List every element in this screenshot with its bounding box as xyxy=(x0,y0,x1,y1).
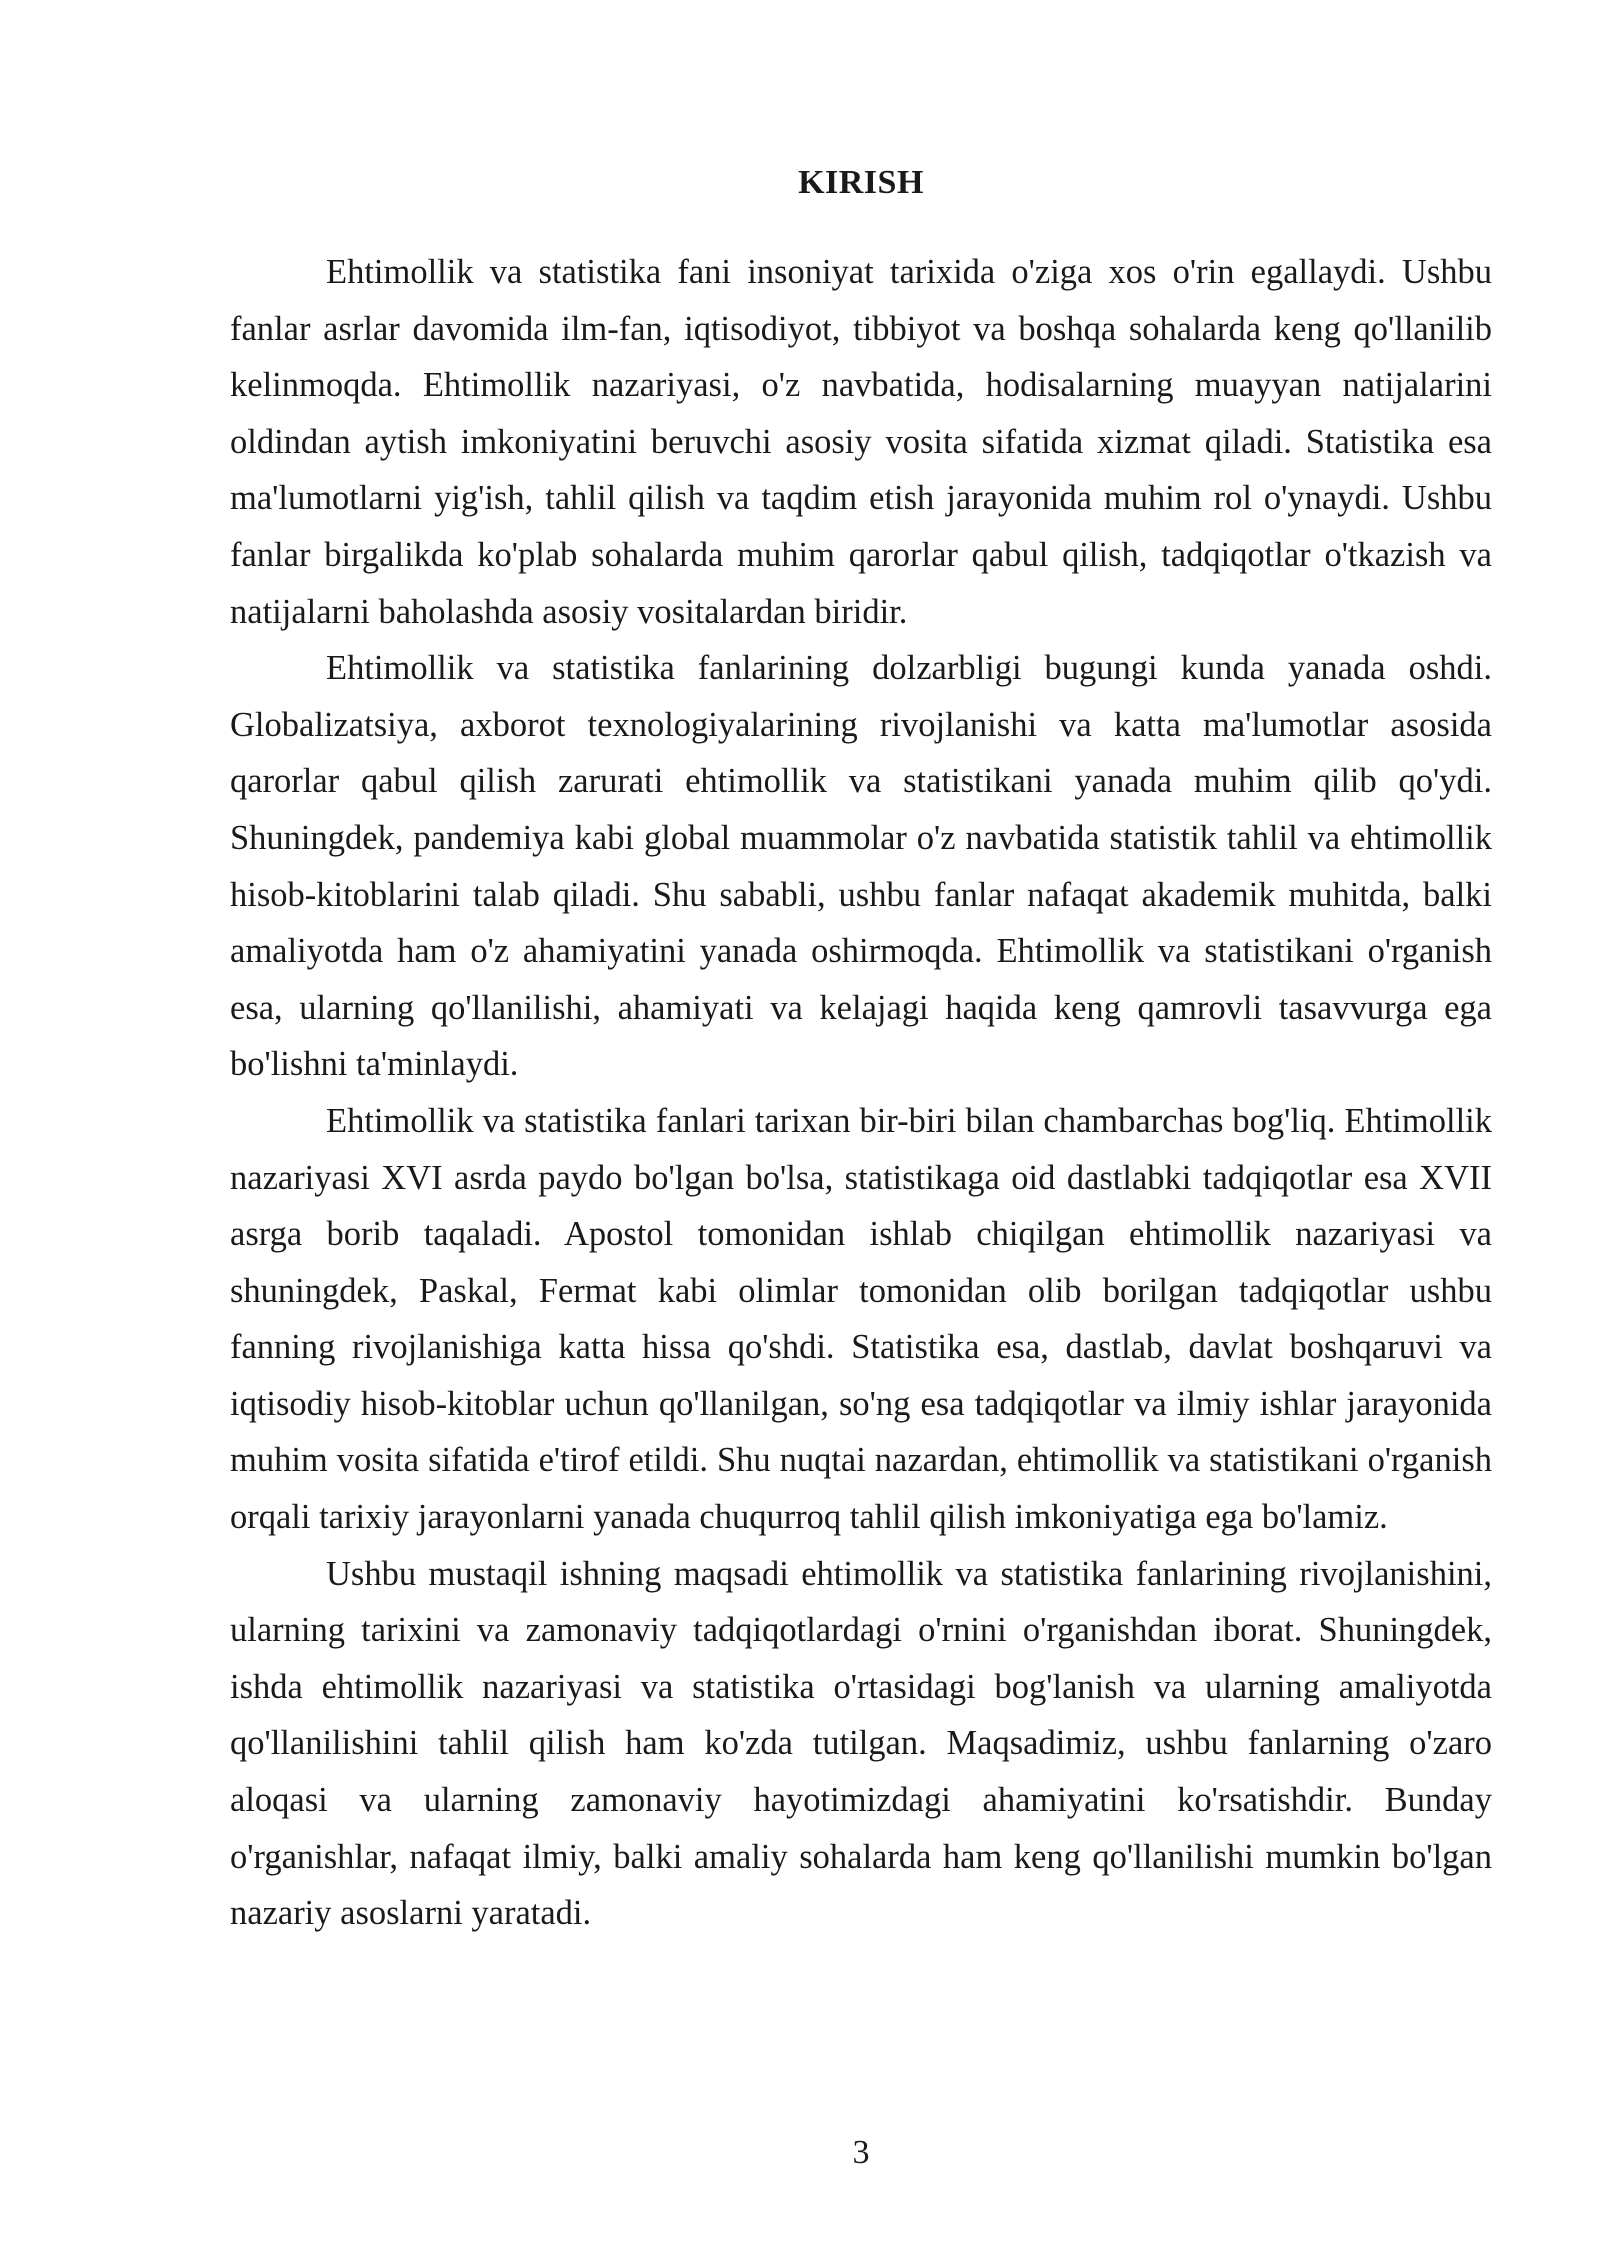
paragraph-2: Ehtimollik va statistika fanlarining dolzarbligi bugungi kunda yanada oshdi. Globalizatsiya, axborot texnologiyalarining rivojlanishi va katta ma'lumotlar asosida qarorlar qabul qilish zarurati ehtimollik va statistikani yanada muhim qilib qo'ydi. Shuningdek, pandemiya kabi global muammolar o'z navbatida statistik tahlil va ehtimollik hisob-kitoblarini talab qiladi. Shu sababli, ushbu fanlar nafaqat akademik muhitda, balki amaliyotda ham o'z ahamiyatini yanada oshirmoqda. Ehtimollik va statistikani o'rganish esa, ularning qo'llanilishi, ahamiyati va kelajagi haqida keng qamrovli tasavvurga ega bo'lishni ta'minlaydi. xyxy=(230,649,1492,1084)
page-number: 3 xyxy=(852,2134,870,2171)
body-text xyxy=(230,244,1492,1942)
paragraph-4: Ushbu mustaqil ishning maqsadi ehtimollik va statistika fanlarining rivojlanishini, ularning tarixini va zamonaviy tadqiqotlardagi o'rnini o'rganishdan iborat. Shuningdek, ishda ehtimollik nazariyasi va statistika o'rtasidagi bog'lanish va ularning amaliyotda qo'llanilishini tahlil qilish ham ko'zda tutilgan. Maqsadimiz, ushbu fanlarning o'zaro aloqasi va ularning zamonaviy hayotimizdagi ahamiyatini ko'rsatishdir. Bunday o'rganishlar, nafaqat ilmiy, balki amaliy sohalarda ham keng qo'llanilishi mumkin bo'lgan nazariy asoslarni yaratadi. xyxy=(230,1554,1492,1933)
page-title: KIRISH xyxy=(798,164,924,201)
paragraph-1: Ehtimollik va statistika fani insoniyat tarixida o'ziga xos o'rin egallaydi. Ushbu fanlar asrlar davomida ilm-fan, iqtisodiyot, tibbiyot va boshqa sohalarda keng qo'llanilib kelinmoqda. Ehtimollik nazariyasi, o'z navbatida, hodisalarning muayyan natijalarini oldindan aytish imkoniyatini beruvchi asosiy vosita sifatida xizmat qiladi. Statistika esa ma'lumotlarni yig'ish, tahlil qilish va taqdim etish jarayonida muhim rol o'ynaydi. Ushbu fanlar birgalikda ko'plab sohalarda muhim qarorlar qabul qilish, tadqiqotlar o'tkazish va natijalarni baholashda asosiy vositalardan biridir. xyxy=(230,253,1492,631)
paragraph-3: Ehtimollik va statistika fanlari tarixan bir-biri bilan chambarchas bog'liq. Ehtimollik nazariyasi XVI asrda paydo bo'lgan bo'lsa, statistikaga oid dastlabki tadqiqotlar esa XVII asrga borib taqaladi. Apostol tomonidan ishlab chiqilgan ehtimollik nazariyasi va shuningdek, Paskal, Fermat kabi olimlar tomonidan olib borilgan tadqiqotlar ushbu fanning rivojlanishiga katta hissa qo'shdi. Statistika esa, dastlab, davlat boshqaruvi va iqtisodiy hisob-kitoblar uchun qo'llanilgan, so'ng esa tadqiqotlar va ilmiy ishlar jarayonida muhim vosita sifatida e'tirof etildi. Shu nuqtai nazardan, ehtimollik va statistikani o'rganish orqali tarixiy jarayonlarni yanada chuqurroq tahlil qilish imkoniyatiga ega bo'lamiz. xyxy=(230,1101,1492,1537)
